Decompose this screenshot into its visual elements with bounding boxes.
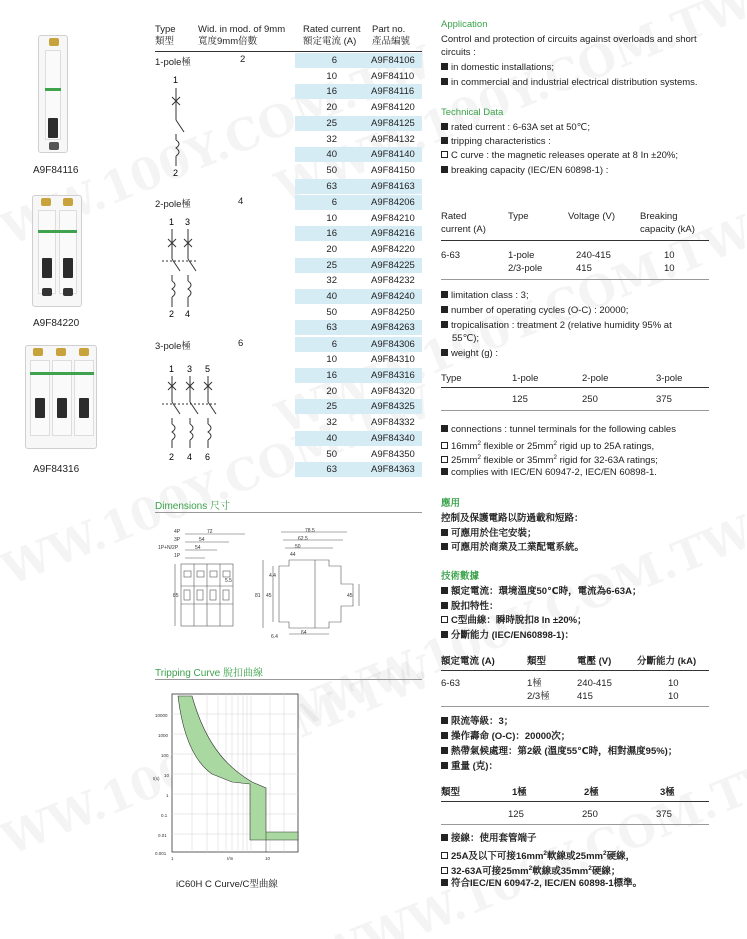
table-cell: 1極 bbox=[527, 678, 542, 689]
rated-current-cell: 6 bbox=[331, 55, 337, 66]
spec-bullet-zh: 重量 (克)： bbox=[441, 760, 498, 773]
terminal-label: 1 bbox=[173, 75, 179, 85]
compliance-bullet-zh: 符合IEC/EN 60947-2, IEC/EN 60898-1標準。 bbox=[441, 877, 642, 890]
dim-label: 85 bbox=[173, 593, 179, 599]
table-cell: 6-63 bbox=[441, 678, 461, 689]
rated-current-cell: 40 bbox=[326, 291, 337, 302]
dim-label: 4P bbox=[174, 529, 181, 535]
table-header: Breaking capacity (kA) bbox=[640, 211, 695, 235]
dim-label: 50 bbox=[295, 544, 301, 550]
table-header: 額定電流 (A) bbox=[441, 656, 495, 667]
dim-label: 78.5 bbox=[305, 528, 315, 534]
divider bbox=[441, 387, 709, 388]
part-number-cell: A9F84320 bbox=[371, 385, 415, 397]
application-bullet: in commercial and industrial electrical distribution systems. bbox=[441, 76, 698, 89]
header-part: Part no. 產品編號 bbox=[372, 24, 411, 47]
part-number-cell: A9F84332 bbox=[371, 417, 415, 429]
schematic-1pole bbox=[160, 72, 200, 182]
table-header: Rated current (A) bbox=[441, 211, 486, 235]
rated-current-cell: 10 bbox=[326, 70, 337, 82]
part-number-cell: A9F84210 bbox=[371, 212, 415, 224]
tech-bullet-zh: 分斷能力 (IEC/EN60898-1)： bbox=[441, 629, 574, 642]
rated-current-cell: 16 bbox=[326, 86, 337, 98]
module-width: 2 bbox=[240, 54, 246, 65]
terminal-label: 2 bbox=[169, 452, 175, 462]
spec-bullet-zh: 操作壽命 (O-C)：20000次； bbox=[441, 730, 570, 743]
y-tick-label: 1000 bbox=[158, 733, 169, 738]
table-cell: 375 bbox=[656, 394, 672, 405]
part-number-cell: A9F84250 bbox=[371, 306, 415, 318]
table-cell: 10 bbox=[668, 678, 679, 689]
terminal-label: 3 bbox=[187, 364, 193, 374]
tech-bullet: tripping characteristics : bbox=[441, 135, 551, 148]
divider bbox=[155, 512, 422, 513]
application-bullet: in domestic installations; bbox=[441, 61, 554, 74]
divider bbox=[441, 410, 709, 411]
table-cell: 240-415 bbox=[577, 678, 612, 689]
application-heading-zh: 應用 bbox=[441, 498, 461, 509]
table-cell: 125 bbox=[508, 809, 524, 820]
table-cell: 6-63 bbox=[441, 250, 461, 261]
part-number-cell: A9F84140 bbox=[371, 149, 415, 161]
application-intro: Control and protection of circuits against overloads and short circuits : bbox=[441, 34, 697, 58]
part-number-cell: A9F84350 bbox=[371, 448, 415, 460]
header-width: Wid. in mod. of 9mm 寬度9mm倍數 bbox=[198, 24, 286, 47]
connection-sub-bullet: $16mm^2$ flexible or $25mm^2$ rigid up to 25A ratings, bbox=[441, 437, 654, 453]
dim-label: 6.4 bbox=[271, 634, 278, 640]
table-header: 類型 bbox=[527, 656, 547, 667]
table-cell: 375 bbox=[656, 809, 672, 820]
schematic-2pole bbox=[160, 215, 210, 325]
part-number-cell: A9F84110 bbox=[371, 70, 415, 82]
part-number-cell: A9F84206 bbox=[371, 196, 415, 208]
schematic-3pole bbox=[160, 362, 220, 466]
table-cell: 10 bbox=[664, 250, 675, 261]
dimensions-title: Dimensions 尺寸 bbox=[155, 501, 231, 512]
rated-current-cell: 20 bbox=[326, 102, 337, 114]
rated-current-cell: 32 bbox=[326, 275, 337, 287]
table-cell: 2/3-pole bbox=[508, 263, 543, 274]
dim-label: 3P bbox=[174, 537, 181, 543]
dimensions-drawing bbox=[155, 522, 400, 642]
compliance-bullet: complies with IEC/EN 60947-2, IEC/EN 60898-1. bbox=[441, 466, 657, 479]
table-cell: 125 bbox=[512, 394, 528, 405]
rated-current-cell: 32 bbox=[326, 133, 337, 145]
table-header: 2-pole bbox=[582, 373, 609, 384]
y-tick-label: 1 bbox=[166, 793, 169, 798]
table-header: Type bbox=[508, 211, 529, 222]
rated-current-cell: 32 bbox=[326, 417, 337, 429]
y-tick-label: 0.1 bbox=[161, 813, 168, 818]
pole-group-label: 1-pole極 bbox=[155, 57, 191, 68]
table-cell: 250 bbox=[582, 809, 598, 820]
y-tick-label: 10000 bbox=[155, 713, 168, 718]
rated-current-cell: 20 bbox=[326, 385, 337, 397]
terminal-label: 3 bbox=[185, 217, 191, 227]
part-number-cell: A9F84240 bbox=[371, 291, 415, 302]
rated-current-cell: 40 bbox=[326, 149, 337, 161]
application-bullet-zh: 可應用於商業及工業配電系統。 bbox=[441, 541, 584, 554]
tripping-caption: iC60H C Curve/C型曲線 bbox=[176, 879, 278, 890]
part-number-cell: A9F84310 bbox=[371, 354, 415, 366]
part-number-cell: A9F84225 bbox=[371, 259, 415, 271]
part-number-cell: A9F84163 bbox=[371, 180, 415, 192]
rated-current-cell: 25 bbox=[326, 401, 337, 413]
part-number-cell: A9F84116 bbox=[371, 86, 415, 98]
part-number-cell: A9F84316 bbox=[371, 370, 415, 381]
table-header: 3極 bbox=[660, 787, 675, 798]
module-width: 6 bbox=[238, 337, 244, 349]
rated-current-cell: 6 bbox=[331, 338, 337, 350]
dim-label: 62.5 bbox=[298, 536, 308, 542]
part-number-cell: A9F84325 bbox=[371, 401, 415, 413]
table-cell: 10 bbox=[664, 263, 675, 274]
terminal-label: 1 bbox=[169, 217, 175, 227]
rated-current-cell: 20 bbox=[326, 243, 337, 255]
spec-bullet-zh: 限流等級：3； bbox=[441, 715, 513, 728]
dim-label: 54 bbox=[195, 545, 201, 551]
connection-sub-bullet-zh: 32-63A可接$25mm^2$軟線或$35mm^2$硬線； bbox=[441, 862, 620, 878]
product-image-3pole bbox=[25, 345, 97, 449]
x-tick-label: 10 bbox=[265, 856, 271, 861]
terminal-label: 4 bbox=[187, 452, 193, 462]
y-axis-unit: t(s) bbox=[153, 776, 160, 781]
rated-current-cell: 16 bbox=[326, 370, 337, 381]
divider bbox=[441, 801, 709, 802]
dim-label: 54 bbox=[199, 537, 205, 543]
application-intro-zh: 控制及保護電路以防過載和短路： bbox=[441, 513, 584, 524]
connection-bullet-zh: 接線：使用套管端子 bbox=[441, 832, 537, 845]
pole-group-label: 3-pole極 bbox=[155, 340, 191, 352]
product-code: A9F84116 bbox=[33, 165, 79, 176]
part-number-cell: A9F84340 bbox=[371, 432, 415, 444]
spec-bullet: weight (g) : bbox=[441, 347, 498, 360]
product-code: A9F84220 bbox=[33, 318, 80, 329]
spec-bullet: number of operating cycles (O-C) : 20000; bbox=[441, 304, 628, 317]
dim-label: 45 bbox=[266, 593, 272, 599]
rated-current-cell: 63 bbox=[326, 322, 337, 334]
dim-label: 1P bbox=[174, 553, 181, 559]
part-number-cell: A9F84125 bbox=[371, 117, 415, 129]
rated-current-cell: 10 bbox=[326, 212, 337, 224]
table-cell: 1-pole bbox=[508, 250, 535, 261]
spec-bullet-cont: 55℃); bbox=[452, 333, 480, 344]
product-image-1pole bbox=[38, 35, 68, 153]
table-cell: 10 bbox=[668, 691, 679, 702]
spec-bullet: limitation class : 3; bbox=[441, 289, 529, 302]
application-heading: Application bbox=[441, 19, 488, 30]
part-number-cell: A9F84216 bbox=[371, 228, 415, 240]
dim-label: 5.5 bbox=[225, 578, 232, 584]
dim-label: 4.4 bbox=[269, 573, 276, 579]
terminal-label: 2 bbox=[169, 309, 175, 319]
x-axis-unit: I/In bbox=[227, 856, 234, 861]
technical-heading: Technical Data bbox=[441, 107, 504, 118]
table-header: Type bbox=[441, 373, 462, 384]
rated-current-cell: 50 bbox=[326, 448, 337, 460]
divider bbox=[441, 240, 709, 241]
dim-label: 1P+N/2P bbox=[158, 545, 179, 551]
tech-sub-bullet: C curve : the magnetic releases operate at 8 In ±20%; bbox=[441, 149, 678, 162]
table-header: 1-pole bbox=[512, 373, 539, 384]
rated-current-cell: 6 bbox=[331, 196, 337, 208]
table-header: 類型 bbox=[441, 787, 461, 798]
tech-bullet: rated current : 6-63A set at 50℃; bbox=[441, 121, 590, 134]
y-tick-label: 100 bbox=[161, 753, 169, 758]
rated-current-cell: 10 bbox=[326, 354, 337, 366]
terminal-label: 2 bbox=[173, 168, 179, 178]
product-code: A9F84316 bbox=[33, 464, 80, 475]
divider bbox=[155, 51, 422, 52]
module-width: 4 bbox=[238, 195, 244, 207]
table-cell: 250 bbox=[582, 394, 598, 405]
application-bullet-zh: 可應用於住宅安裝； bbox=[441, 527, 537, 540]
terminal-label: 5 bbox=[205, 364, 211, 374]
table-header: 2極 bbox=[584, 787, 599, 798]
rated-current-cell: 40 bbox=[326, 432, 337, 444]
y-tick-label: 10 bbox=[164, 773, 170, 778]
terminal-label: 1 bbox=[169, 364, 175, 374]
divider bbox=[155, 679, 422, 680]
y-tick-label: 0.01 bbox=[158, 833, 167, 838]
tech-bullet-zh: 額定電流：環境溫度50℃時，電流為6-63A； bbox=[441, 585, 641, 598]
terminal-label: 6 bbox=[205, 452, 211, 462]
pole-group-label: 2-pole極 bbox=[155, 198, 191, 210]
table-header: 分斷能力 (kA) bbox=[637, 656, 697, 667]
dim-label: 72 bbox=[207, 529, 213, 535]
table-cell: 415 bbox=[577, 691, 593, 702]
tripping-title: Tripping Curve 脫扣曲線 bbox=[155, 668, 263, 679]
dim-label: 44 bbox=[290, 552, 296, 558]
table-header: Voltage (V) bbox=[568, 211, 615, 222]
connection-sub-bullet-zh: 25A及以下可接$16mm^2$軟線或$25mm^2$硬線， bbox=[441, 847, 635, 863]
spec-bullet: tropicalisation : treatment 2 (relative humidity 95% at bbox=[441, 319, 672, 332]
part-number-cell: A9F84220 bbox=[371, 243, 415, 255]
divider bbox=[441, 279, 709, 280]
tripping-curve-chart bbox=[152, 690, 302, 870]
divider bbox=[441, 706, 709, 707]
rated-current-cell: 63 bbox=[326, 464, 337, 476]
header-current: Rated current 額定電流 (A) bbox=[303, 24, 361, 47]
part-number-cell: A9F84150 bbox=[371, 164, 415, 176]
spec-bullet-zh: 熱帶氣候處理：第2級 (溫度55℃時，相對濕度95%)； bbox=[441, 745, 677, 758]
part-number-cell: A9F84106 bbox=[371, 55, 415, 66]
technical-heading-zh: 技術數據 bbox=[441, 571, 480, 582]
part-number-cell: A9F84120 bbox=[371, 102, 415, 114]
terminal-label: 4 bbox=[185, 309, 191, 319]
dim-label: 81 bbox=[255, 593, 261, 599]
rated-current-cell: 16 bbox=[326, 228, 337, 240]
part-number-cell: A9F84263 bbox=[371, 322, 415, 334]
connection-sub-bullet: $25mm^2$ flexible or $35mm^2$ rigid for 32-63A ratings; bbox=[441, 451, 658, 467]
divider bbox=[441, 670, 709, 671]
part-number-cell: A9F84132 bbox=[371, 133, 415, 145]
header-type: Type 類型 bbox=[155, 24, 176, 47]
tech-sub-bullet-zh: C型曲線：瞬時脫扣8 In ±20%； bbox=[441, 614, 587, 627]
y-tick-label: 0.001 bbox=[155, 851, 167, 856]
tech-bullet-zh: 脫扣特性： bbox=[441, 600, 499, 613]
table-cell: 415 bbox=[576, 263, 592, 274]
table-header: 1極 bbox=[512, 787, 527, 798]
dim-label: 64 bbox=[301, 630, 307, 636]
rated-current-cell: 25 bbox=[326, 117, 337, 129]
table-header: 電壓 (V) bbox=[577, 656, 612, 667]
tech-bullet: breaking capacity (IEC/EN 60898-1) : bbox=[441, 164, 608, 177]
rated-current-cell: 63 bbox=[326, 180, 337, 192]
part-number-cell: A9F84363 bbox=[371, 464, 415, 476]
rated-current-cell: 50 bbox=[326, 306, 337, 318]
table-cell: 2/3極 bbox=[527, 691, 550, 702]
connection-bullet: connections : tunnel terminals for the following cables bbox=[441, 423, 676, 436]
part-number-cell: A9F84306 bbox=[371, 338, 415, 350]
rated-current-cell: 25 bbox=[326, 259, 337, 271]
product-image-2pole bbox=[32, 195, 82, 307]
table-header: 3-pole bbox=[656, 373, 683, 384]
rated-current-cell: 50 bbox=[326, 164, 337, 176]
table-cell: 240-415 bbox=[576, 250, 611, 261]
dim-label: 45 bbox=[347, 593, 353, 599]
divider bbox=[441, 824, 709, 825]
part-number-cell: A9F84232 bbox=[371, 275, 415, 287]
x-tick-label: 1 bbox=[171, 856, 174, 861]
